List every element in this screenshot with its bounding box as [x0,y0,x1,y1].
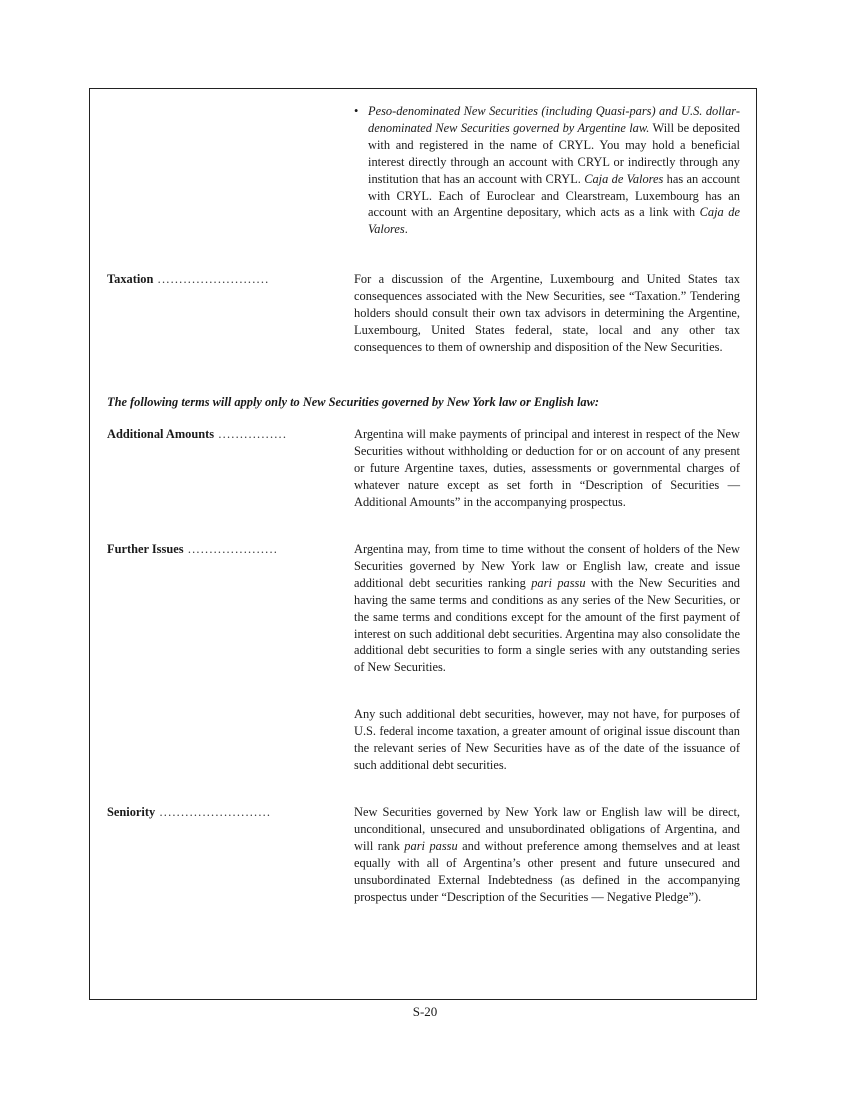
bullet-italic-heading: Peso-denominated New Securities (including Quasi-pars) and U.S. dollar-denominated New Securities governed by Argentine law. [368,104,740,135]
bullet-italic-caja: Caja de Valores [584,171,664,186]
bullet-body-2: has an account with CRYL. Each of Euroclear and Clearstream, Luxembourg has an account with an Argentine depositary, which acts as a link with [368,171,741,220]
further-issues-text-2: Any such additional debt securities, however, may not have, for purposes of U.S. federal income taxation, a greater amount of original issue discount than the relevant series of New Securities have as of the date of the issuance of such additional debt securities. [354,707,740,772]
leader-dots: ..................... [183,542,279,556]
bullet-text [368,103,740,238]
bullet-body-3: . [404,222,408,237]
leader-dots: .......................... [155,805,272,819]
additional-amounts-text: Argentina will make payments of principal and interest in respect of the New Securities without withholding or deduction for or on account of any present or future Argentine taxes, duties, assessments or governmental charges of whatever nature except as set forth in “Description of Securities — Additional Amounts” in the accompanying prospectus. [354,427,740,509]
bullet-icon: • [354,104,359,118]
further-issues-label-text: Further Issues [107,542,184,556]
seniority-body-a: New Securities governed by New York law or English law will be direct, unconditional, unsecured and unsubordinated obligations of Argentina, and will rank [354,805,740,853]
taxation-label-text: Taxation [107,272,154,286]
further-issues-label [107,541,339,558]
bullet-italic-caja-end: Caja de Valores [368,205,740,237]
taxation-label [107,271,339,288]
seniority-label [107,804,339,821]
additional-amounts-label [107,426,339,443]
leader-dots: ................ [214,427,288,441]
bullet-item-custody [354,103,740,238]
page-number: S-20 [412,1004,438,1019]
seniority-body-b: and without preference among themselves and at least equally with all of Argentina’s other present and future unsecured and unsubordinated External Indebtedness (as defined in the accompanying prospectus under “Description of the Securities — Negative Pledge”). [354,838,740,904]
seniority-label-text: Seniority [107,805,156,819]
further-issues-italic: pari passu [531,575,586,590]
additional-amounts-label-text: Additional Amounts [107,427,215,441]
taxation-text: For a discussion of the Argentine, Luxembourg and United States tax consequences associated with the New Securities, see “Taxation.” Tendering holders should consult their own tax advisors in determining the Argentine, Luxembourg, United States federal, state, local and any other tax consequences to them of ownership and disposition of the New Securities. [354,272,740,354]
leader-dots: .......................... [153,272,270,286]
further-issues-body-a: Argentina may, from time to time without the consent of holders of the New Securities governed by New York law or English law, create and issue additional debt securities ranking [354,542,740,590]
further-issues-text-1 [354,541,740,676]
further-issues-body-b: with the New Securities and having the same terms and conditions as any series of the New Securities, or the same terms and conditions except for the amount of the first payment of interest on such additional debt securities. Argentina may also consolidate the additional debt securities to form a single series with any outstanding series of New Securities. [354,575,740,675]
bullet-body-1: Will be deposited with and registered in the name of CRYL. You may hold a beneficial interest directly through an account with CRYL or indirectly through any institution that has an account with CRYL. [368,120,740,186]
governing-law-note: The following terms will apply only to New Securities governed by New York law or English law: [107,395,599,409]
seniority-text [354,804,740,905]
seniority-italic: pari passu [404,838,458,853]
